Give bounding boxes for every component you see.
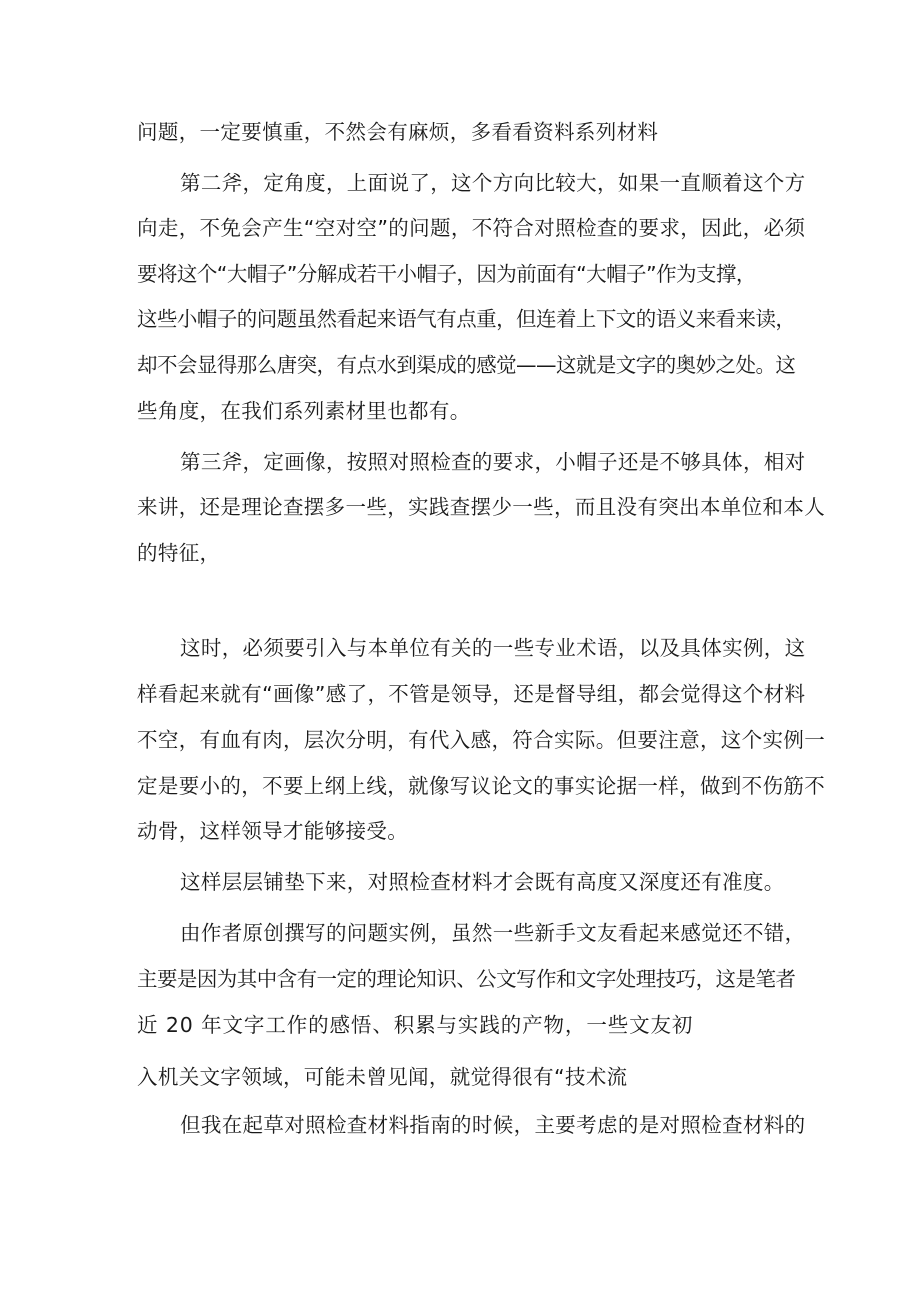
text-line: 问题，一定要慎重，不然会有麻烦，多看看资料系列材料 <box>137 120 659 144</box>
paragraph-first-line: 这样层层铺垫下来，对照检查材料才会既有高度又深度还有准度。 <box>180 870 785 894</box>
text-line: 些角度，在我们系列素材里也都有。 <box>137 399 471 423</box>
paragraph-first-line: 第三斧，定画像，按照对照检查的要求，小帽子还是不够具体，相对 <box>180 450 806 474</box>
text-line: 来讲，还是理论查摆多一些，实践查摆少一些，而且没有突出本单位和本人 <box>137 495 826 519</box>
text-line: 近 20 年文字工作的感悟、积累与实践的产物，一些文友初 <box>137 1013 694 1037</box>
paragraph-first-line: 这时，必须要引入与本单位有关的一些专业术语，以及具体实例，这 <box>180 636 806 660</box>
text-line: 这些小帽子的问题虽然看起来语气有点重，但连着上下文的语义来看来读， <box>137 307 796 331</box>
text-line: 的特征， <box>137 541 221 565</box>
text-line: 动骨，这样领导才能够接受。 <box>137 819 409 843</box>
text-line: 入机关文字领域，可能未曾见闻，就觉得很有“技术流 <box>137 1065 628 1089</box>
text-line: 定是要小的，不要上纲上线，就像写议论文的事实论据一样，做到不伤筋不 <box>137 774 826 798</box>
text-line: 主要是因为其中含有一定的理论知识、公文写作和文字处理技巧，这是笔者 <box>137 967 796 991</box>
text-line: 要将这个“大帽子”分解成若干小帽子，因为前面有“大帽子”作为支撑， <box>137 262 756 286</box>
text-line: 样看起来就有“画像”感了，不管是领导，还是督导组，都会觉得这个材料 <box>137 682 806 706</box>
paragraph-first-line: 由作者原创撰写的问题实例，虽然一些新手文友看起来感觉还不错， <box>180 921 806 945</box>
paragraph-first-line: 第二斧，定角度，上面说了，这个方向比较大，如果一直顺着这个方 <box>180 171 806 195</box>
paragraph-first-line: 但我在起草对照检查材料指南的时候，主要考虑的是对照检查材料的 <box>180 1113 806 1137</box>
text-line: 不空，有血有肉，层次分明，有代入感，符合实际。但要注意，这个实例一 <box>137 728 826 752</box>
text-line: 却不会显得那么唐突，有点水到渠成的感觉——这就是文字的奥妙之处。这 <box>137 353 796 377</box>
text-line: 向走，不免会产生“空对空”的问题，不符合对照检查的要求，因此，必须 <box>137 216 806 240</box>
